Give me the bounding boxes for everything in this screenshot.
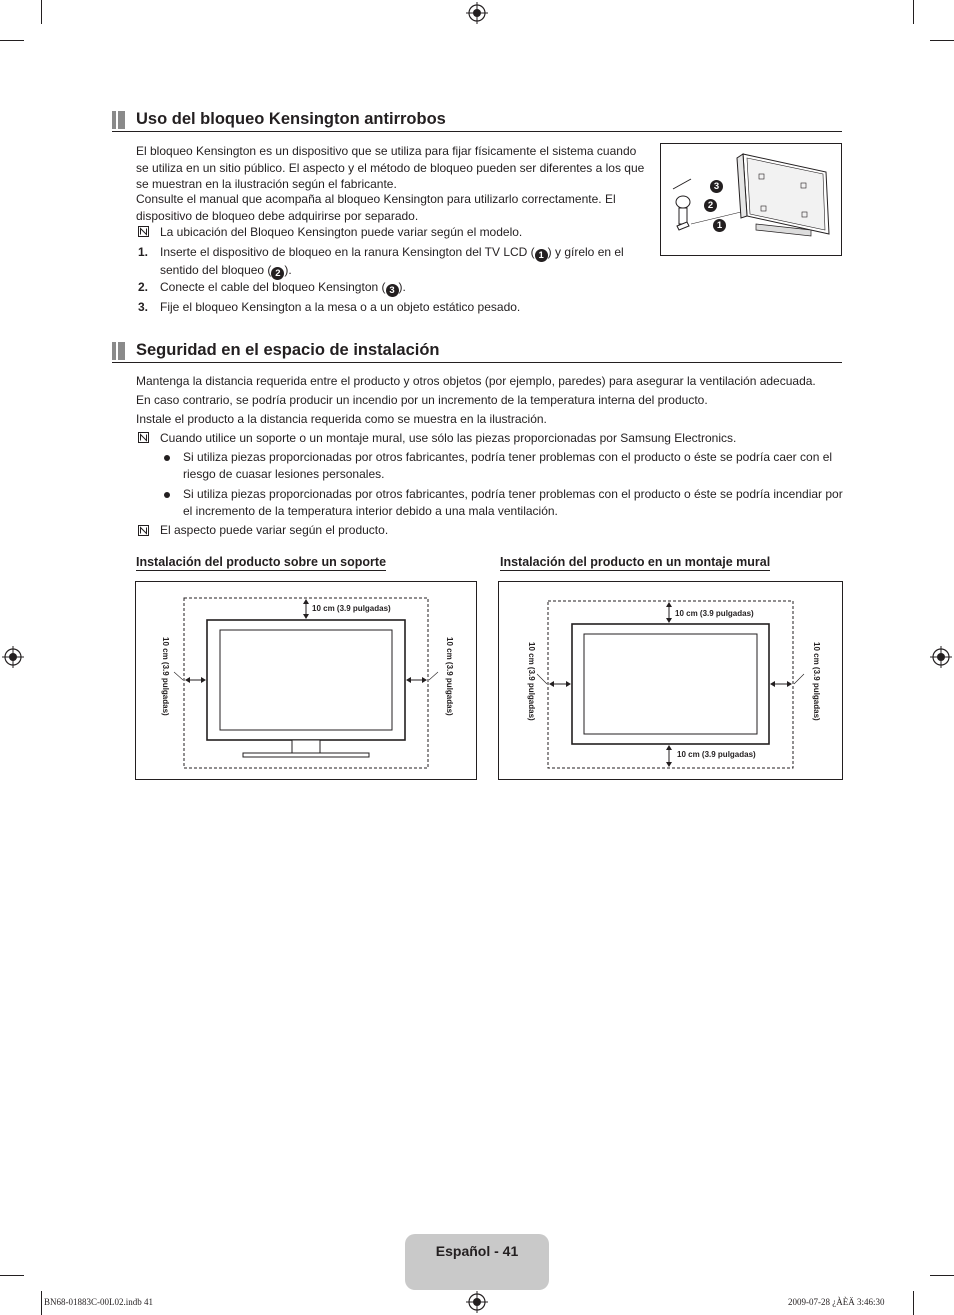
- callout-number-3: 3: [710, 180, 723, 193]
- print-slug-right: 2009-07-28 ¿ÀÈÄ 3:46:30: [788, 1297, 885, 1307]
- registration-mark-icon: [930, 646, 952, 668]
- crop-mark: [930, 40, 954, 41]
- clearance-top-label: 10 cm (3.9 pulgadas): [312, 604, 391, 613]
- section-heading-safety: [112, 340, 842, 363]
- crop-mark: [0, 40, 24, 41]
- kensington-note: La ubicación del Bloqueo Kensington puede variar según el modelo.: [160, 225, 523, 239]
- clearance-right-label: 10 cm (3.9 pulgadas): [445, 637, 454, 716]
- safety-paragraph: Mantenga la distancia requerida entre el producto y otros objetos (por ejemplo, paredes) para asegurar la ventilación adecuada.: [136, 374, 816, 388]
- bullet-icon: [164, 492, 170, 498]
- bullet-icon: [164, 455, 170, 461]
- crop-mark: [930, 1275, 954, 1276]
- safety-note: Cuando utilice un soporte o un montaje mural, use sólo las piezas proporcionadas por Samsung Electronics.: [160, 431, 737, 445]
- callout-number-2: 2: [704, 199, 717, 212]
- wall-mount-clearance-diagram: [498, 581, 843, 780]
- section-heading-kensington: [112, 109, 842, 132]
- kensington-intro: El bloqueo Kensington es un dispositivo que se utiliza para fijar físicamente el sistema cuando se utiliza en un sitio público. El aspecto y el método de bloqueo pueden ser diferentes a los que se muestran en la ilustración según el fabricante.: [136, 144, 645, 191]
- crop-mark: [913, 0, 914, 24]
- stand-clearance-diagram: [135, 581, 477, 780]
- tv-rear-illustration: [661, 144, 841, 255]
- figure-heading-stand: Instalación del producto sobre un soporte: [136, 555, 387, 569]
- step-text-part: Conecte el cable del bloqueo Kensington (: [160, 280, 386, 294]
- step-text-part: ).: [398, 280, 406, 294]
- clearance-top-label: 10 cm (3.9 pulgadas): [675, 609, 754, 618]
- note-icon: [138, 525, 149, 536]
- callout-number-1: 1: [713, 219, 726, 232]
- step-text-part: ).: [284, 263, 292, 277]
- section-title: Seguridad en el espacio de instalación: [136, 341, 440, 359]
- safety-paragraph: Instale el producto a la distancia requerida como se muestra en la ilustración.: [136, 412, 547, 426]
- crop-mark: [913, 1291, 914, 1315]
- registration-mark-icon: [466, 1291, 488, 1313]
- crop-mark: [0, 1275, 24, 1276]
- registration-mark-icon: [2, 646, 24, 668]
- callout-number-2: 2: [271, 267, 284, 280]
- step-number: 3.: [138, 300, 149, 314]
- step-text: [160, 244, 650, 280]
- step-text: [160, 279, 650, 297]
- kensington-intro-2: Consulte el manual que acompaña al bloqueo Kensington para utilizarlo correctamente. El dispositivo de bloqueo debe adquirirse por separado.: [136, 192, 616, 223]
- crop-mark: [41, 1291, 42, 1315]
- step-number: 2.: [138, 280, 149, 294]
- heading-bar: [112, 111, 125, 129]
- stand-tv-drawing: [136, 582, 476, 779]
- safety-bullet: Si utiliza piezas proporcionadas por otros fabricantes, podría tener problemas con el producto o éste se podría incendiar por el incremento de la temperatura interior debido a una mala ventilación.: [183, 487, 843, 518]
- page-number: Español - 41: [435, 1243, 519, 1259]
- clearance-bottom-label: 10 cm (3.9 pulgadas): [677, 750, 756, 759]
- step-text: Fije el bloqueo Kensington a la mesa o a un objeto estático pesado.: [160, 300, 521, 314]
- clearance-left-label: 10 cm (3.9 pulgadas): [527, 642, 536, 721]
- callout-number-3: 3: [386, 284, 399, 297]
- step-text-part: ) y gírelo en el sentido del bloqueo (: [160, 245, 624, 277]
- figure-heading-wall: Instalación del producto en un montaje mural: [500, 555, 771, 569]
- clearance-right-label: 10 cm (3.9 pulgadas): [812, 642, 821, 721]
- step-number: 1.: [138, 245, 149, 259]
- step-text-part: Inserte el dispositivo de bloqueo en la ranura Kensington del TV LCD (: [160, 245, 535, 259]
- safety-note: El aspecto puede variar según el producto.: [160, 523, 389, 537]
- callout-number-1: 1: [535, 249, 548, 262]
- registration-mark-icon: [466, 2, 488, 24]
- crop-mark: [41, 0, 42, 24]
- wall-tv-drawing: [499, 582, 842, 779]
- heading-bar: [112, 342, 125, 360]
- clearance-left-label: 10 cm (3.9 pulgadas): [161, 637, 170, 716]
- note-icon: [138, 226, 149, 237]
- safety-bullet: Si utiliza piezas proporcionadas por otros fabricantes, podría tener problemas con el producto o éste se podría caer con el riesgo de cuasar lesiones personales.: [183, 450, 833, 481]
- page-number-tab: [405, 1234, 549, 1290]
- kensington-lock-illustration: [660, 143, 842, 256]
- section-title: Uso del bloqueo Kensington antirrobos: [136, 110, 446, 128]
- safety-paragraph: En caso contrario, se podría producir un incendio por un incremento de la temperatura interna del producto.: [136, 393, 708, 407]
- print-slug-left: BN68-01883C-00L02.indb 41: [44, 1297, 153, 1307]
- note-icon: [138, 432, 149, 443]
